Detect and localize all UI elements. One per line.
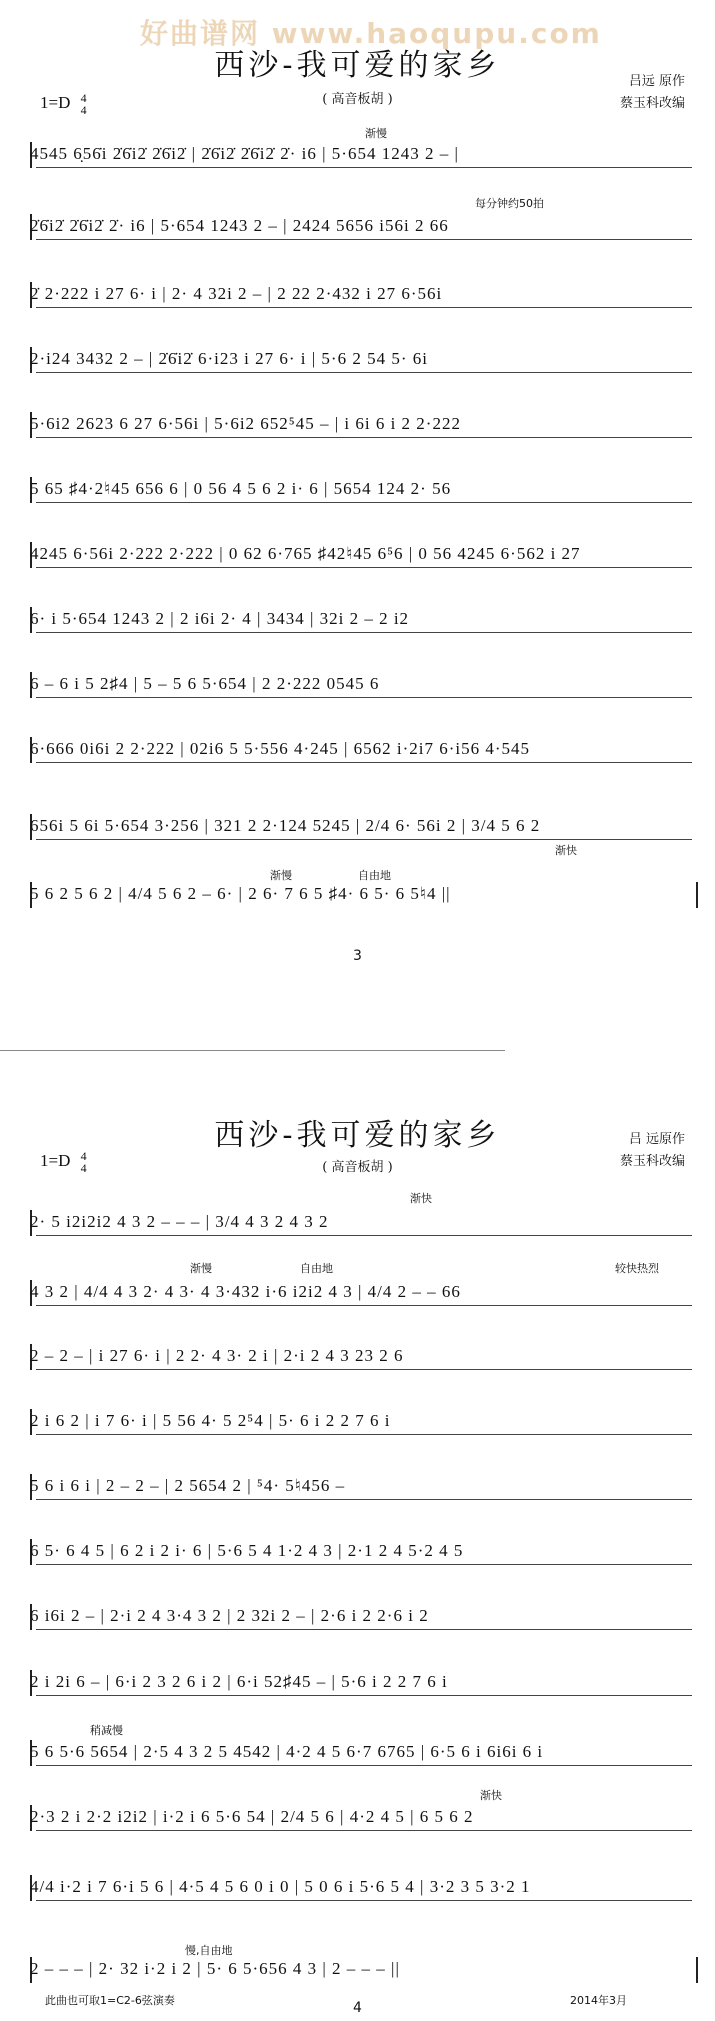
score-line bbox=[30, 140, 698, 174]
notation-row: 6· i 5·654 1243 2 | 2 i6i 2· 4 | 3434 | 32i 2 – 2 i2 bbox=[30, 609, 410, 628]
tempo-mark: 每分钟约50拍 bbox=[475, 197, 544, 210]
score-line bbox=[30, 1873, 698, 1907]
notation-row: 5 65 ♯4·2♮45 656 6 | 0 56 4 5 6 2 i· 6 | 5654 124 2· 56 bbox=[30, 479, 452, 498]
key-signature bbox=[40, 1150, 87, 1174]
tempo-mark: 渐慢 bbox=[270, 869, 292, 882]
notation-row: 2̇6̇i2̇ 2̇6̇i2̇ 2̇· i6 | 5·654 1243 2 – | 2424 5656 i56i 2 66 bbox=[30, 216, 449, 235]
key-signature bbox=[40, 92, 87, 116]
page-title: 西沙-我可爱的家乡 bbox=[214, 48, 501, 83]
score-line bbox=[30, 1537, 698, 1571]
tempo-mark: 渐快 bbox=[480, 1789, 502, 1802]
page-number: 3 bbox=[353, 948, 362, 964]
score-line bbox=[30, 1738, 698, 1772]
meter-top: 4 bbox=[80, 1149, 87, 1163]
score-line bbox=[30, 670, 698, 704]
tempo-mark: 渐快 bbox=[555, 844, 577, 857]
key-text: 1=D bbox=[40, 92, 71, 112]
notation-row: 2̇ 2·222 i 27 6· i | 2· 4 32i 2 – | 2 22 2·432 i 27 6·56i bbox=[30, 284, 443, 303]
watermark: 好曲谱网 www.haoqupu.com bbox=[140, 17, 602, 50]
instrument-subtitle: ( 高音板胡 ) bbox=[322, 92, 393, 107]
score-line bbox=[30, 1278, 698, 1312]
notation-row: 6 i6i 2 – | 2·i 2 4 3·4 3 2 | 2 32i 2 – | 2·6 i 2 2·6 i 2 bbox=[30, 1606, 429, 1625]
score-line bbox=[30, 475, 698, 509]
score-line bbox=[30, 1208, 698, 1242]
notation-row: 2 i 2i 6 – | 6·i 2 3 2 6 i 2 | 6·i 52♯45 – | 5·6 i 2 2 7 6 i bbox=[30, 1672, 448, 1691]
tempo-mark: 自由地 bbox=[358, 869, 391, 882]
notation-row: 2 – 2 – | i 27 6· i | 2 2· 4 3· 2 i | 2·i 2 4 3 23 2 6 bbox=[30, 1346, 404, 1365]
composer-credit: 吕 远原作 bbox=[628, 1132, 685, 1147]
tempo-mark: 渐慢 bbox=[190, 1262, 212, 1275]
notation-row: 656i 5 6i 5·654 3·256 | 321 2 2·124 5245 | 2/4 6· 56i 2 | 3/4 5 6 2 bbox=[30, 816, 541, 835]
notation-row: 6 – 6 i 5 2♯4 | 5 – 5 6 5·654 | 2 2·222 0545 6 bbox=[30, 674, 380, 693]
notation-row: 2·i24 3432 2 – | 2̇6̇i2̇ 6·i23 i 27 6· i | 5·6 2 54 5· 6i bbox=[30, 349, 428, 368]
notation-row: 2 i 6 2 | i 7 6· i | 5 56 4· 5 2⁵4 | 5· 6 i 2 2 7 6 i bbox=[30, 1411, 391, 1430]
meter-top: 4 bbox=[80, 91, 87, 105]
score-line bbox=[30, 1803, 698, 1837]
page-divider bbox=[0, 1050, 505, 1051]
score-line bbox=[30, 880, 698, 914]
score-page-3 bbox=[0, 0, 715, 985]
time-signature bbox=[81, 1150, 87, 1174]
notation-row: 4/4 i·2 i 7 6·i 5 6 | 4·5 4 5 6 0 i 0 | 5 0 6 i 5·6 5 4 | 3·2 3 5 3·2 1 bbox=[30, 1877, 531, 1896]
arranger-credit: 蔡玉科改编 bbox=[619, 96, 685, 111]
notation-row: 2 – – – | 2· 32 i·2 i 2 | 5· 6 5·656 4 3 | 2 – – – || bbox=[30, 1959, 400, 1978]
score-line bbox=[30, 1472, 698, 1506]
score-line bbox=[30, 540, 698, 574]
footer-date: 2014年3月 bbox=[570, 1994, 627, 2007]
arranger-credit: 蔡玉科改编 bbox=[619, 1154, 685, 1169]
notation-row: 4245 6·56i 2·222 2·222 | 0 62 6·765 ♯42♮45 6⁵6 | 0 56 4245 6·562 i 27 bbox=[30, 544, 581, 563]
score-line bbox=[30, 345, 698, 379]
score-line bbox=[30, 1602, 698, 1636]
notation-row: 6·666 0i6i 2 2·222 | 02i6 5 5·556 4·245 | 6562 i·2i7 6·i56 4·545 bbox=[30, 739, 531, 758]
instrument-subtitle: ( 高音板胡 ) bbox=[322, 1160, 393, 1175]
notation-row: 2·3 2 i 2·2 i2i2 | i·2 i 6 5·6 54 | 2/4 5 6 | 4·2 4 5 | 6 5 6 2 bbox=[30, 1807, 474, 1826]
notation-row: 6 5· 6 4 5 | 6 2 i 2 i· 6 | 5·6 5 4 1·2 4 3 | 2·1 2 4 5·2 4 5 bbox=[30, 1541, 464, 1560]
tempo-mark: 慢,自由地 bbox=[185, 1944, 233, 1957]
key-text: 1=D bbox=[40, 1150, 71, 1170]
score-line bbox=[30, 410, 698, 444]
notation-row: 5 6 2 5 6 2 | 4/4 5 6 2 – 6· | 2 6· 7 6 5 ♯4· 6 5· 6 5♮4 || bbox=[30, 884, 451, 903]
tempo-mark: 较快热烈 bbox=[615, 1262, 659, 1275]
tempo-mark: 渐快 bbox=[410, 1192, 432, 1205]
score-line bbox=[30, 605, 698, 639]
composer-credit: 吕远 原作 bbox=[628, 74, 685, 89]
score-line bbox=[30, 735, 698, 769]
meter-bottom: 4 bbox=[80, 103, 87, 117]
score-line bbox=[30, 212, 698, 246]
page-number: 4 bbox=[353, 2000, 362, 2016]
notation-row: 4545 6̣56̇i 2̇6̇i2̇ 2̇6̇i2̇ | 2̇6̇i2̇ 2̇6̇i2̇ 2̇· i6 | 5·654 1243 2 – | bbox=[30, 144, 459, 163]
notation-row: 5·6i2 2623 6 27 6·56i | 5·6i2 652⁵45 – | i 6i 6 i 2 2·222 bbox=[30, 414, 461, 433]
tempo-mark: 渐慢 bbox=[365, 127, 387, 140]
time-signature bbox=[81, 92, 87, 116]
score-line bbox=[30, 280, 698, 314]
notation-row: 5 6 5·6 5654 | 2·5 4 3 2 5 4542 | 4·2 4 5 6·7 6765 | 6·5 6 i 6i6i 6 i bbox=[30, 1742, 544, 1761]
tempo-mark: 自由地 bbox=[300, 1262, 333, 1275]
score-line bbox=[30, 1342, 698, 1376]
notation-row: 5 6 i 6 i | 2 – 2 – | 2 5654 2 | ⁵4· 5♮456 – bbox=[30, 1476, 346, 1495]
meter-bottom: 4 bbox=[80, 1161, 87, 1175]
score-line bbox=[30, 1668, 698, 1702]
score-line bbox=[30, 1955, 698, 1989]
tempo-mark: 稍减慢 bbox=[90, 1724, 123, 1737]
score-page-4 bbox=[0, 1080, 715, 2021]
score-line bbox=[30, 812, 698, 846]
score-line bbox=[30, 1407, 698, 1441]
notation-row: 4 3 2 | 4/4 4 3 2· 4 3· 4 3·432 i·6 i2i2 4 3 | 4/4 2 – – 66 bbox=[30, 1282, 461, 1301]
notation-row: 2· 5 i2i2i2 4 3 2 – – – | 3/4 4 3 2 4 3 2 bbox=[30, 1212, 329, 1231]
footer-note: 此曲也可取1=C2-6弦演奏 bbox=[45, 1994, 175, 2007]
page-title: 西沙-我可爱的家乡 bbox=[214, 1118, 501, 1153]
